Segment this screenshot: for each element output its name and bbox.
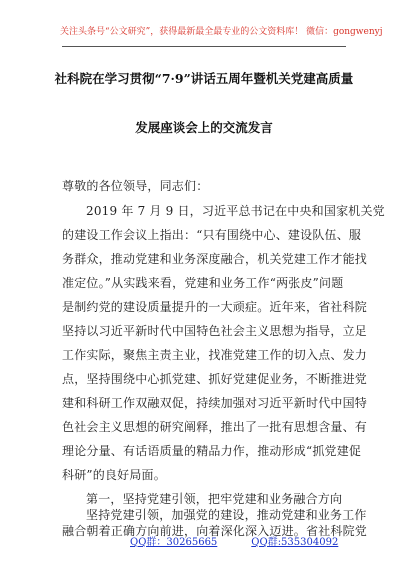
paragraph-line: 色社会主义思想的研究阐释，推出了一批有思想含量、有 bbox=[62, 420, 368, 434]
header-banner: 关注头条号“公文研究”，获得最新最全最专业的公文资料库！ 微信：gongwenyj bbox=[60, 27, 383, 37]
document-title-line-1: 社科院在学习贯彻“7·9”讲话五周年暨机关党建高质量 bbox=[54, 71, 354, 86]
paragraph-line: 点，坚持围绕中心抓党建、抓好党建促业务，不断推进党 bbox=[62, 372, 368, 386]
paragraph-line: 务群众，推动党建和业务深度融合，机关党建工作才能找 bbox=[62, 252, 368, 266]
section-heading: 第一，坚持党建引领，把牢党建和业务融合方向 bbox=[86, 492, 343, 506]
paragraph-line: 准定位。”从实践来看，党建和业务工作“两张皮”问题 bbox=[62, 276, 344, 290]
paragraph-line: 2019 年 7 月 9 日，习近平总书记在中央和国家机关党 bbox=[86, 204, 385, 218]
qq-group-2-link[interactable]: QQ群:535304092 bbox=[251, 537, 339, 548]
paragraph-line: 是制约党的建设质量提升的一大顽症。近年来，省社科院 bbox=[62, 300, 368, 314]
paragraph-line: 工作实际，聚焦主责主业，找准党建工作的切入点、发力 bbox=[62, 348, 368, 362]
footer-qq-groups bbox=[130, 536, 350, 550]
paragraph-line: 理论分量、有话语质量的精品力作，推动形成“抓党建促 bbox=[62, 444, 362, 458]
header-divider bbox=[62, 46, 346, 47]
qq-group-1-link[interactable]: QQ群：30265665 bbox=[130, 537, 218, 548]
paragraph-line: 坚持以习近平新时代中国特色社会主义思想为指导，立足 bbox=[62, 324, 368, 338]
paragraph-line: 科研”的良好局面。 bbox=[62, 468, 166, 482]
paragraph-line: 坚持党建引领，加强党的建设，推动党建和业务工作 bbox=[86, 508, 367, 522]
paragraph-line: 的建设工作会议上指出：“只有围绕中心、建设队伍、服 bbox=[62, 228, 362, 242]
paragraph-line: 建和科研工作双融双促，持续加强对习近平新时代中国特 bbox=[62, 396, 368, 410]
paragraph-line-hidden: 融合朝着正确方向前进，向着深化深入迈进。省社科院党 bbox=[62, 524, 368, 538]
document-title-line-2: 发展座谈会上的交流发言 bbox=[135, 120, 273, 135]
salutation: 尊敬的各位领导，同志们： bbox=[62, 179, 209, 193]
